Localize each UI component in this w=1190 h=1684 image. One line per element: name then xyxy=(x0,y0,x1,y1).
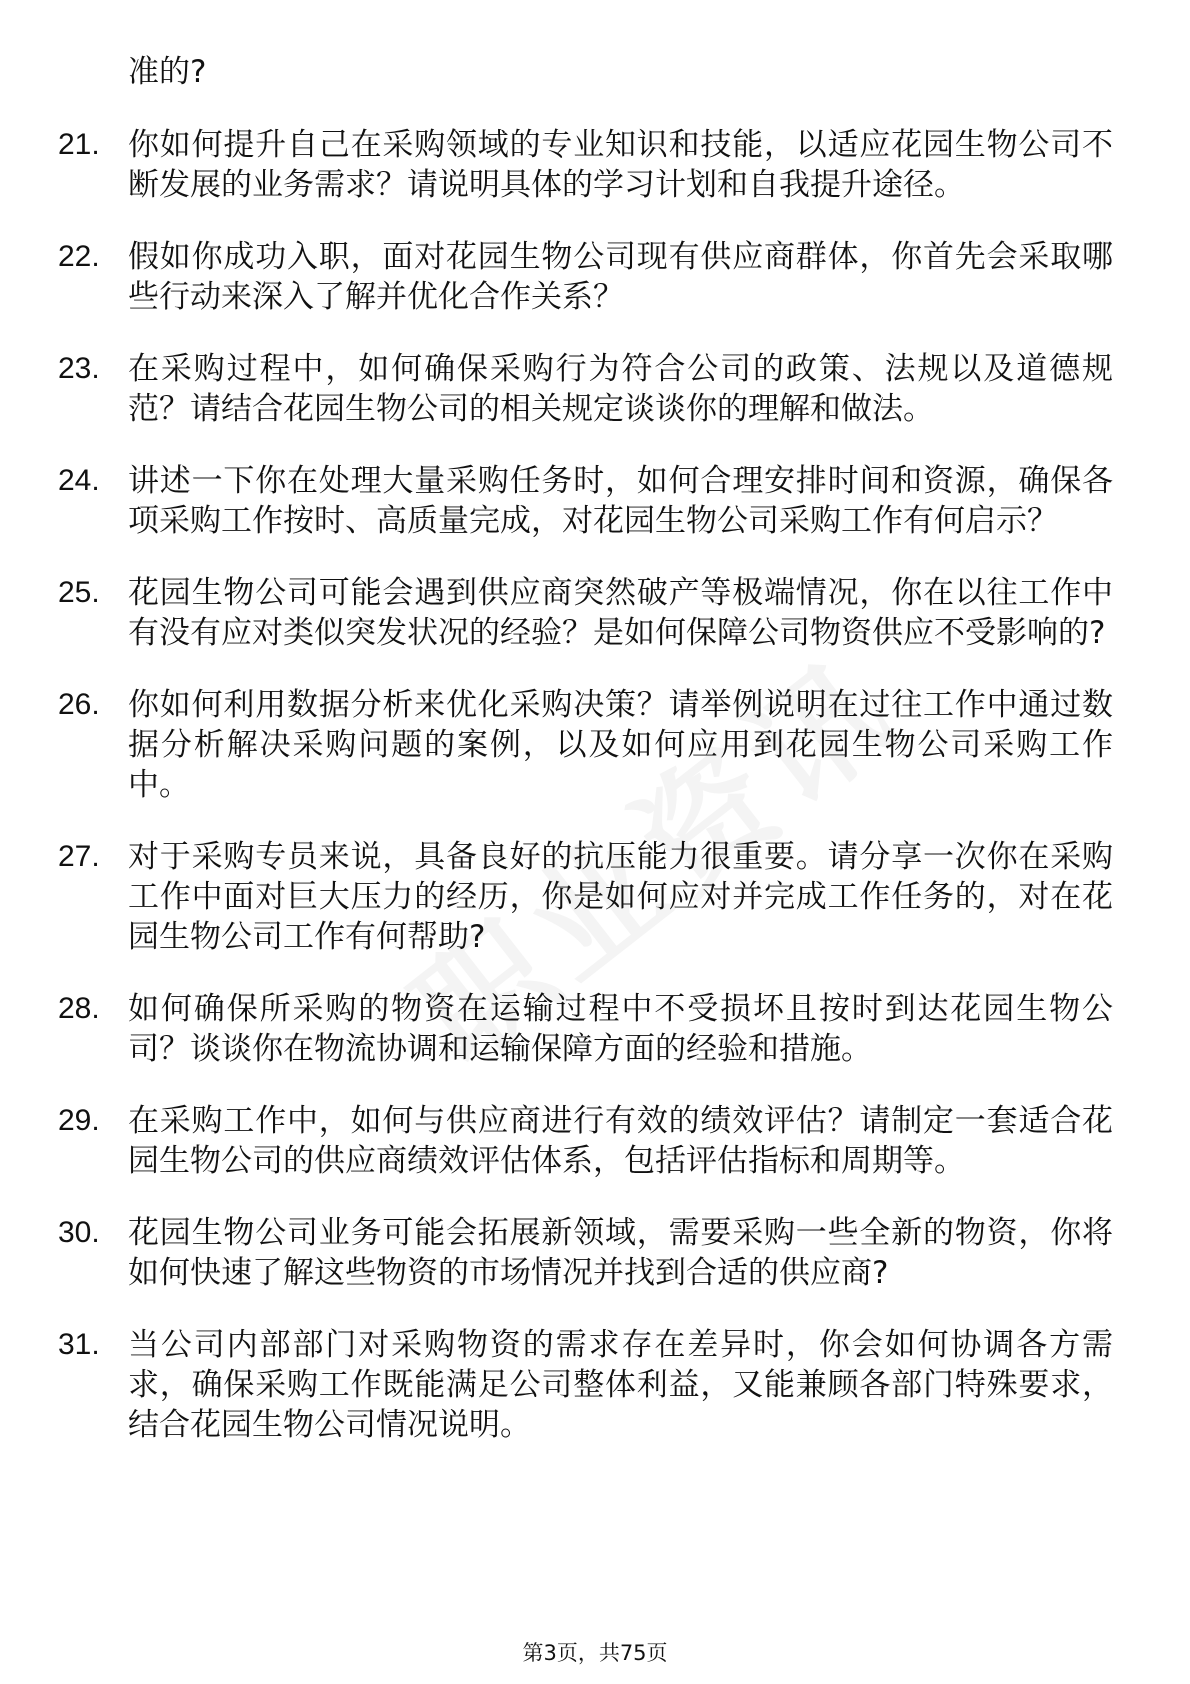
question-item xyxy=(0,573,1113,653)
question-number: 26. xyxy=(58,688,100,721)
question-text: 在采购工作中，如何与供应商进行有效的绩效评估？请制定一套适合花园生物公司的供应商绩效评估体系，包括评估指标和周期等。 xyxy=(128,1103,1113,1179)
question-item xyxy=(0,237,1113,317)
question-text: 花园生物公司可能会遇到供应商突然破产等极端情况，你在以往工作中有没有应对类似突发状况的经验？是如何保障公司物资供应不受影响的? xyxy=(128,575,1113,651)
question-item xyxy=(0,1325,1113,1445)
question-text: 花园生物公司业务可能会拓展新领域，需要采购一些全新的物资，你将如何快速了解这些物资的市场情况并找到合适的供应商? xyxy=(128,1215,1113,1291)
question-number: 27. xyxy=(58,840,100,873)
question-item xyxy=(0,837,1113,957)
question-item xyxy=(0,1213,1113,1293)
question-number: 28. xyxy=(58,992,100,1025)
question-number: 23. xyxy=(58,352,100,385)
question-text: 当公司内部部门对采购物资的需求存在差异时，你会如何协调各方需求，确保采购工作既能满足公司整体利益，又能兼顾各部门特殊要求，结合花园生物公司情况说明。 xyxy=(128,1327,1113,1443)
question-number: 21. xyxy=(58,128,100,161)
question-number: 29. xyxy=(58,1104,100,1137)
question-number: 30. xyxy=(58,1216,100,1249)
question-item xyxy=(0,989,1113,1069)
question-number: 24. xyxy=(58,464,100,497)
question-text: 对于采购专员来说，具备良好的抗压能力很重要。请分享一次你在采购工作中面对巨大压力的经历，你是如何应对并完成工作任务的，对在花园生物公司工作有何帮助? xyxy=(128,839,1113,955)
page-content xyxy=(0,52,1190,1477)
question-item xyxy=(0,685,1113,805)
page-number: 第3页，共75页 xyxy=(522,1641,668,1665)
question-item xyxy=(0,1101,1113,1181)
question-item xyxy=(0,461,1113,541)
question-number: 31. xyxy=(58,1328,100,1361)
continuation-text: 准的? xyxy=(128,54,207,90)
question-text: 如何确保所采购的物资在运输过程中不受损坏且按时到达花园生物公司？谈谈你在物流协调和运输保障方面的经验和措施。 xyxy=(128,991,1113,1067)
question-text: 讲述一下你在处理大量采购任务时，如何合理安排时间和资源，确保各项采购工作按时、高质量完成，对花园生物公司采购工作有何启示？ xyxy=(128,463,1113,539)
question-text: 假如你成功入职，面对花园生物公司现有供应商群体，你首先会采取哪些行动来深入了解并优化合作关系？ xyxy=(128,239,1113,315)
question-text: 你如何提升自己在采购领域的专业知识和技能，以适应花园生物公司不断发展的业务需求？请说明具体的学习计划和自我提升途径。 xyxy=(128,127,1113,203)
question-number: 22. xyxy=(58,240,100,273)
question-item xyxy=(0,125,1113,205)
question-text: 在采购过程中，如何确保采购行为符合公司的政策、法规以及道德规范？请结合花园生物公司的相关规定谈谈你的理解和做法。 xyxy=(128,351,1113,427)
question-item xyxy=(0,349,1113,429)
question-list xyxy=(0,125,1190,1445)
page-footer xyxy=(0,1637,1190,1667)
question-text: 你如何利用数据分析来优化采购决策？请举例说明在过往工作中通过数据分析解决采购问题的案例，以及如何应用到花园生物公司采购工作中。 xyxy=(128,687,1113,803)
question-number: 25. xyxy=(58,576,100,609)
